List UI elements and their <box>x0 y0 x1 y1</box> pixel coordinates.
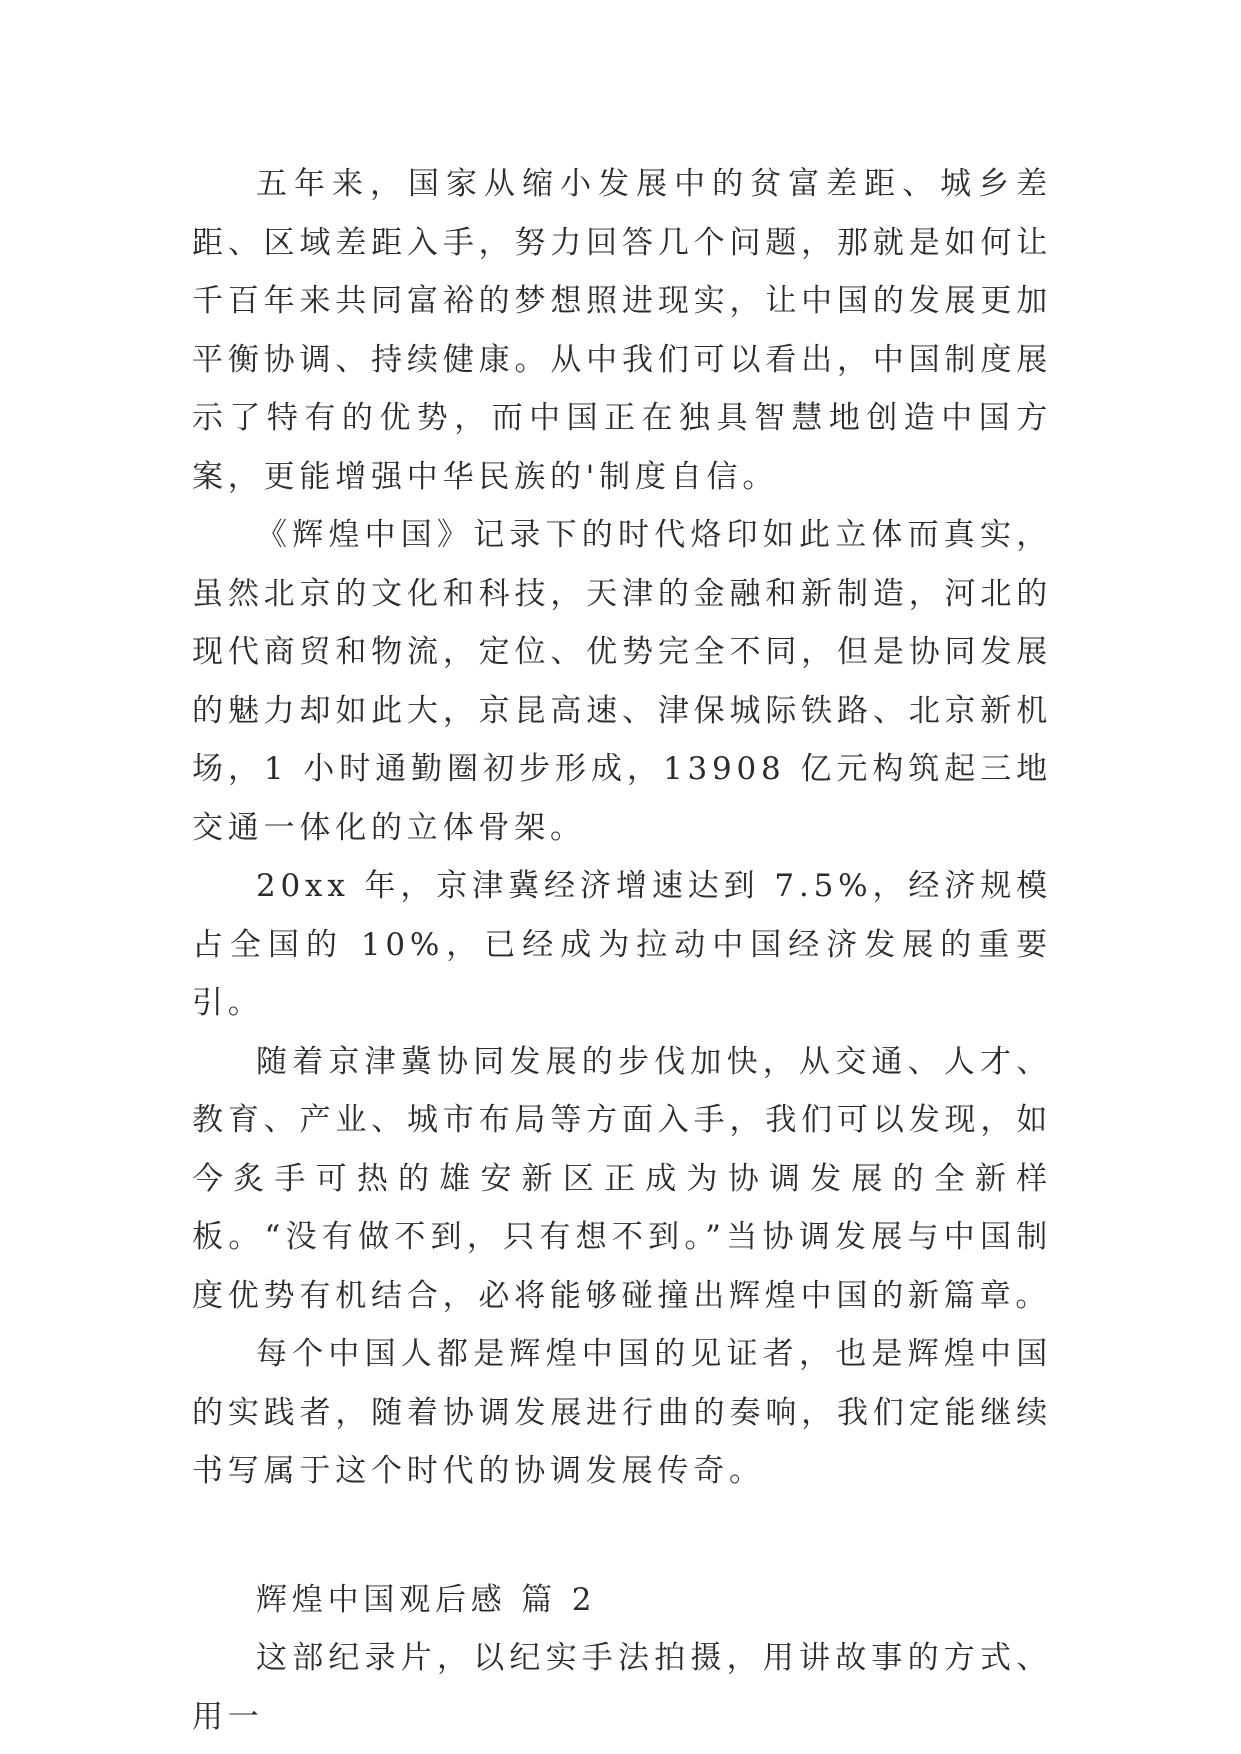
paragraph-1: 五年来，国家从缩小发展中的贫富差距、城乡差距、区域差距入手，努力回答几个问题，那就是如何让千百年来共同富裕的梦想照进现实，让中国的发展更加平衡协调、持续健康。从中我们可以看出，中国制度展示了特有的优势，而中国正在独具智慧地创造中国方案，更能增强中华民族的'制度自信。 <box>192 166 1052 495</box>
paragraph-5: 每个中国人都是辉煌中国的见证者，也是辉煌中国的实践者，随着协调发展进行曲的奏响，我们定能继续书写属于这个时代的协调发展传奇。 <box>192 1336 1052 1489</box>
paragraph-3: 20xx 年，京津冀经济增速达到 7.5%，经济规模占全国的 10%，已经成为拉动中国经济发展的重要引。 <box>192 868 1052 1021</box>
paragraph-4: 随着京津冀协同发展的步伐加快，从交通、人才、教育、产业、城市布局等方面入手，我们可以发现，如今炙手可热的雄安新区正成为协调发展的全新样板。“没有做不到，只有想不到。”当协调发展与中国制度优势有机结合，必将能够碰撞出辉煌中国的新篇章。 <box>192 1043 1052 1314</box>
section-heading: 辉煌中国观后感 篇 2 <box>256 1581 597 1618</box>
document-body <box>192 155 1052 1746</box>
section-first-paragraph: 这部纪录片，以纪实手法拍摄，用讲故事的方式、用一 <box>192 1640 1052 1735</box>
paragraph-2: 《辉煌中国》记录下的时代烙印如此立体而真实，虽然北京的文化和科技，天津的金融和新制造，河北的现代商贸和物流，定位、优势完全不同，但是协同发展的魅力却如此大，京昆高速、津保城际铁路、北京新机场，1 小时通勤圈初步形成，13908 亿元构筑起三地交通一体化的立体骨架。 <box>192 517 1052 846</box>
